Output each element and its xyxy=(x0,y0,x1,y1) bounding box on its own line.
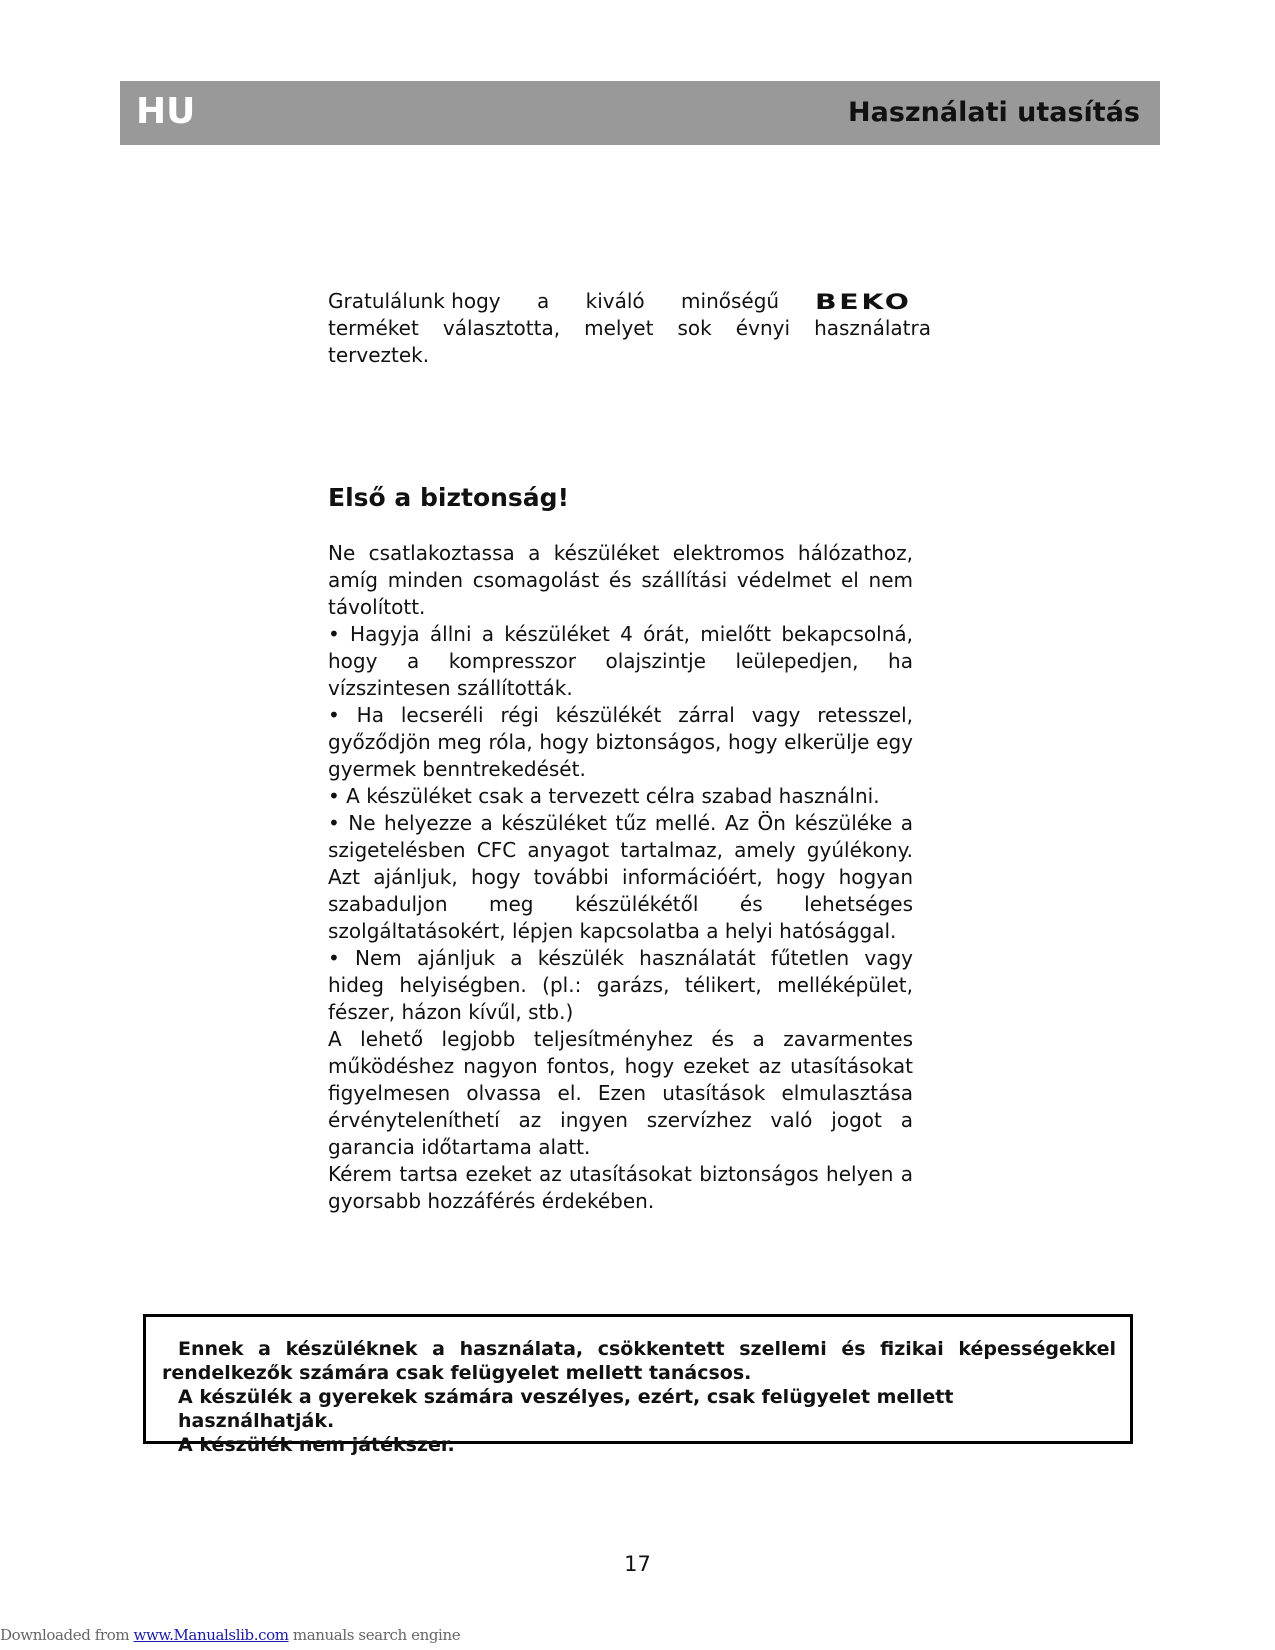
footer-prefix: Downloaded from xyxy=(0,1626,134,1644)
document-title: Használati utasítás xyxy=(848,97,1140,128)
notice-line: A készülék nem játékszer. xyxy=(178,1434,455,1456)
manualslib-link[interactable]: www.Manualslib.com xyxy=(133,1626,289,1644)
safety-heading: Első a biztonság! xyxy=(328,483,569,512)
footer-suffix: manuals search engine xyxy=(288,1626,461,1644)
safety-text xyxy=(328,540,913,1215)
safety-paragraph: Kérem tartsa ezeket az utasításokat biztonságos helyen a gyorsabb hozzáférés érdekében. xyxy=(328,1162,913,1213)
intro-word: kiváló xyxy=(585,289,645,313)
safety-bullet: • Ha lecseréli régi készülékét zárral vagy retesszel, győződjön meg róla, hogy biztonságos, hogy elkerülje egy gyermek benntrekedését. xyxy=(328,703,913,781)
safety-paragraph: A lehető legjobb teljesítményhez és a zavarmentes működéshez nagyon fontos, hogy ezeket az utasításokat figyelmesen olvassa el. Ezen utasítások elmulasztása érvényteleníthetí az ingyen szervízhez való jogot a garancia időtartama alatt. xyxy=(328,1027,913,1159)
safety-bullet: • A készüléket csak a tervezett célra szabad használni. xyxy=(328,784,880,808)
intro-paragraph xyxy=(328,288,931,369)
intro-line-1 xyxy=(328,288,931,315)
safety-bullet: • Ne helyezze a készüléket tűz mellé. Az Ön készüléke a szigetelésben CFC anyagot tartalmaz, amely gyúlékony. Azt ajánljuk, hogy további információért, hogy hogyan szabaduljon meg készülékétől és lehetséges szolgáltatásokért, lépjen kapcsolatba a helyi hatósággal. xyxy=(328,811,913,943)
intro-word: a xyxy=(536,289,550,313)
beko-logo: BEKO xyxy=(815,289,913,314)
safety-paragraph: Ne csatlakoztassa a készüléket elektromos hálózathoz, amíg minden csomagolást és szállítási védelmet el nem távolított. xyxy=(328,541,913,619)
intro-line-2: terméket választotta, melyet sok évnyi használatra xyxy=(328,316,931,340)
notice-line: A készülék a gyerekek számára veszélyes, ezért, csak felügyelet mellett használhatják. xyxy=(178,1386,954,1432)
download-footer xyxy=(0,1626,460,1644)
notice-line: Ennek a készüléknek a használata, csökkentett szellemi és fizikai képességekkel rendelkezők számára csak felügyelet mellett tanácsos. xyxy=(162,1338,1116,1384)
safety-bullet: • Nem ajánljuk a készülék használatát fűtetlen vagy hideg helyiségben. (pl.: garázs, télikert, melléképület, fészer, házon kívűl, stb.) xyxy=(328,946,913,1024)
safety-bullet: • Hagyja állni a készüléket 4 órát, mielőtt bekapcsolná, hogy a kompresszor olajszintje leülepedjen, ha vízszintesen szállították. xyxy=(328,622,913,700)
header-bar xyxy=(120,81,1160,145)
intro-line-3: terveztek. xyxy=(328,343,430,367)
intro-word: Gratulálunk hogy xyxy=(328,289,501,313)
language-code: HU xyxy=(136,91,196,132)
intro-word: minőségű xyxy=(681,289,780,313)
page-number: 17 xyxy=(624,1552,651,1576)
warning-notice-box xyxy=(143,1314,1133,1456)
